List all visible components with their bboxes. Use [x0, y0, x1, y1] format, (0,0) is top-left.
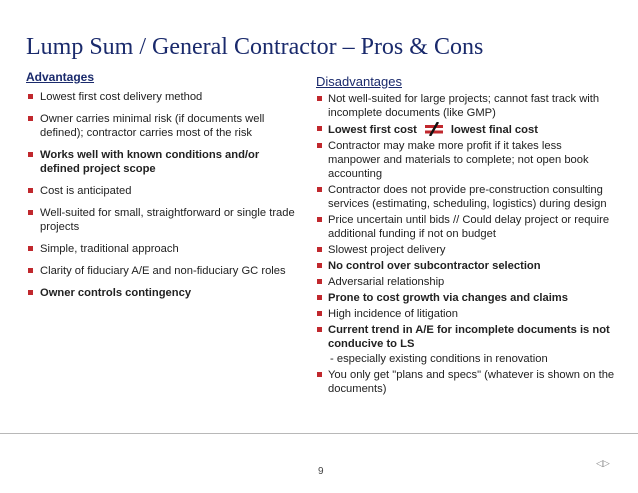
- advantage-item: Clarity of fiduciary A/E and non-fiduciary GC roles: [26, 264, 296, 278]
- disadvantage-item: Prone to cost growth via changes and claims: [316, 291, 616, 305]
- advantage-item: Owner controls contingency: [26, 286, 296, 300]
- disadvantage-item: Contractor may make more profit if it takes less manpower and materials to complete; not open book accounting: [316, 139, 616, 181]
- bullet-icon: [317, 187, 322, 192]
- disadvantage-item: High incidence of litigation: [316, 307, 616, 321]
- footer-divider: [0, 433, 638, 434]
- bullet-icon: [317, 96, 322, 101]
- advantage-item: Well-suited for small, straightforward or single trade projects: [26, 206, 296, 234]
- disadvantages-heading: Disadvantages: [316, 74, 402, 89]
- advantages-column: [26, 70, 296, 308]
- disadvantage-item: Current trend in A/E for incomplete documents is not conducive to LS: [316, 323, 616, 351]
- disadvantage-item: No control over subcontractor selection: [316, 259, 616, 273]
- bullet-icon: [28, 94, 33, 99]
- bullet-icon: [317, 263, 322, 268]
- advantage-item: Works well with known conditions and/or defined project scope: [26, 148, 296, 176]
- bullet-icon: [317, 295, 322, 300]
- bullet-icon: [317, 247, 322, 252]
- page-number: 9: [318, 466, 324, 477]
- bullet-icon: [317, 327, 322, 332]
- bullet-icon: [28, 188, 33, 193]
- bullet-icon: [317, 279, 322, 284]
- bullet-icon: [28, 152, 33, 157]
- advantages-list: [26, 90, 296, 300]
- dash-icon: -: [330, 353, 337, 365]
- bullet-icon: [317, 311, 322, 316]
- footer-logo: ◁▷: [596, 458, 610, 468]
- advantage-item: Owner carries minimal risk (if documents well defined); contractor carries most of the risk: [26, 112, 296, 140]
- disadvantage-item: Adversarial relationship: [316, 275, 616, 289]
- bullet-icon: [317, 126, 322, 131]
- disadvantage-item: Price uncertain until bids // Could delay project or require additional funding if not on budget: [316, 213, 616, 241]
- disadvantage-item: Contractor does not provide pre-construction consulting services (estimating, scheduling, logistics) during design: [316, 183, 616, 211]
- bullet-icon: [28, 116, 33, 121]
- bullet-icon: [317, 143, 322, 148]
- bullet-icon: [28, 246, 33, 251]
- advantages-heading: Advantages: [26, 70, 95, 84]
- bullet-icon: [28, 210, 33, 215]
- disadvantage-subitem: - especially existing conditions in renovation: [330, 353, 548, 365]
- bullet-icon: [317, 372, 322, 377]
- slide-title: Lump Sum / General Contractor – Pros & Cons: [26, 34, 484, 60]
- advantage-item: Lowest first cost delivery method: [26, 90, 296, 104]
- bullet-icon: [28, 268, 33, 273]
- disadvantages-column: [316, 75, 616, 398]
- disadvantage-item: Slowest project delivery: [316, 243, 616, 257]
- disadvantages-list: [316, 92, 616, 396]
- advantage-item: Cost is anticipated: [26, 184, 296, 198]
- disadvantage-item: You only get "plans and specs" (whatever is shown on the documents): [316, 368, 616, 396]
- bullet-icon: [28, 290, 33, 295]
- not-equal-icon: [423, 122, 445, 136]
- disadvantage-item: Lowest first cost lowest final cost: [316, 122, 616, 137]
- advantage-item: Simple, traditional approach: [26, 242, 296, 256]
- bullet-icon: [317, 217, 322, 222]
- disadvantage-item: Not well-suited for large projects; cannot fast track with incomplete documents (like GMP): [316, 92, 616, 120]
